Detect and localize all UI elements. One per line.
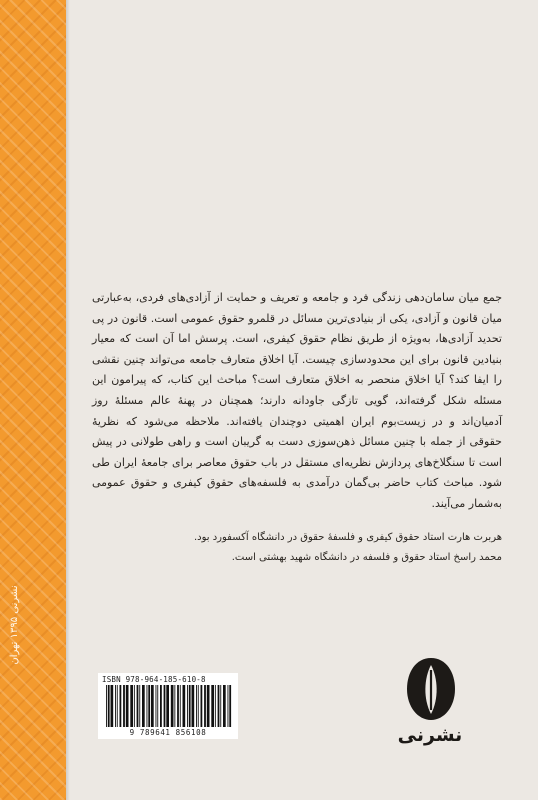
- barcode-bar: [215, 685, 216, 727]
- barcode-bar: [201, 685, 203, 727]
- author-notes: [92, 528, 502, 568]
- publisher-name: نشرنی: [397, 724, 463, 746]
- barcode-bar: [218, 685, 220, 727]
- barcode-bar: [192, 685, 195, 727]
- barcode-digits: 9 789641 856108: [129, 728, 207, 737]
- barcode-bar: [157, 685, 158, 727]
- isbn-barcode-block: [98, 673, 238, 739]
- barcode-bar: [156, 685, 157, 727]
- barcode-bar: [147, 685, 148, 727]
- barcode-bar: [106, 685, 107, 727]
- barcode-bar: [130, 685, 133, 727]
- barcode-bar: [117, 685, 118, 727]
- barcode-bar: [196, 685, 197, 727]
- barcode-bar: [183, 685, 186, 727]
- barcode-bar: [123, 685, 125, 727]
- barcode-bar: [126, 685, 129, 727]
- barcode-bar: [134, 685, 135, 727]
- back-cover-blurb: جمع میان سامان‌دهی زندگی فرد و جامعه و تعریف و حمایت از آزادی‌های فردی، به‌عبارتی میان قانون و آزادی، یکی از بنیادی‌ترین مسائل در قلمرو حقوق عمومی است. قانون در پی تحدید آزادی‌ها، به‌ویژه از طریق نظام حقوق کیفری، است. پرسش اما آن است که معیار بنیادین قانون برای این محدودسازی چیست. آیا اخلاق متعارف جامعه می‌تواند چنین نقشی را ایفا کند؟ آیا اخلاق منحصر به اخلاق متعارف است؟ مباحث این کتاب، که پیرامون این مسئله شکل گرفته‌اند، گویی تازگی جاودانه دارند؛ همچنان در پهنهٔ عالم مسئلهٔ روز آدمیان‌اند و در زیست‌بوم ایران اهمیتی دوچندان یافته‌اند. ملاحظه می‌شود که نظریهٔ حقوقی از جمله با چنین مسائل ذهن‌سوزی دست به گریبان است و راهی طولانی در پیش است تا سنگلاخ‌های پردازش نظریه‌ای مستقل در باب حقوق معاصر برای جامعهٔ ایران طی شود. مباحث کتاب حاضر بی‌گمان درآمدی به فلسفه‌های حقوق کیفری و حقوق عمومی به‌شمار می‌آیند.: [92, 291, 502, 510]
- barcode-bar: [151, 685, 154, 727]
- barcode-bar: [211, 685, 214, 727]
- barcode-bar: [177, 685, 179, 727]
- barcode-bar: [166, 685, 169, 727]
- barcode-bar: [228, 685, 229, 727]
- barcode-bar: [164, 685, 166, 727]
- barcode-bar: [115, 685, 116, 727]
- barcode-bar: [139, 685, 140, 727]
- barcode-bar: [198, 685, 199, 727]
- barcode-bar: [220, 685, 221, 727]
- barcode-bar: [180, 685, 181, 727]
- spine-shadow: [66, 0, 70, 800]
- barcode-bar: [223, 685, 226, 727]
- barcode-bar: [171, 685, 174, 727]
- barcode-bar: [137, 685, 139, 727]
- barcode-bar: [207, 685, 210, 727]
- barcode-bar: [174, 685, 175, 727]
- spine-text: نشرنی ۱۳۹۵ تهران: [9, 585, 20, 665]
- barcode-bar: [204, 685, 206, 727]
- barcode-bar: [148, 685, 150, 727]
- book-spine: [0, 0, 66, 800]
- barcode: [104, 685, 232, 727]
- author-note-hart: هربرت هارت استاد حقوق کیفری و فلسفهٔ حقوق در دانشگاه آکسفورد بود.: [193, 532, 502, 543]
- barcode-bar: [160, 685, 162, 727]
- author-note-rasekh: محمد راسخ استاد حقوق و فلسفه در دانشگاه شهید بهشتی است.: [231, 552, 502, 563]
- barcode-bar: [187, 685, 188, 727]
- barcode-bar: [189, 685, 191, 727]
- barcode-bar: [142, 685, 145, 727]
- barcode-bar: [229, 685, 231, 727]
- barcode-bar: [108, 685, 110, 727]
- barcode-bar: [120, 685, 122, 727]
- isbn-label: ISBN 978-964-185-610-8: [102, 675, 206, 684]
- barcode-bar: [111, 685, 114, 727]
- ney-publisher-logo-icon: [406, 656, 456, 722]
